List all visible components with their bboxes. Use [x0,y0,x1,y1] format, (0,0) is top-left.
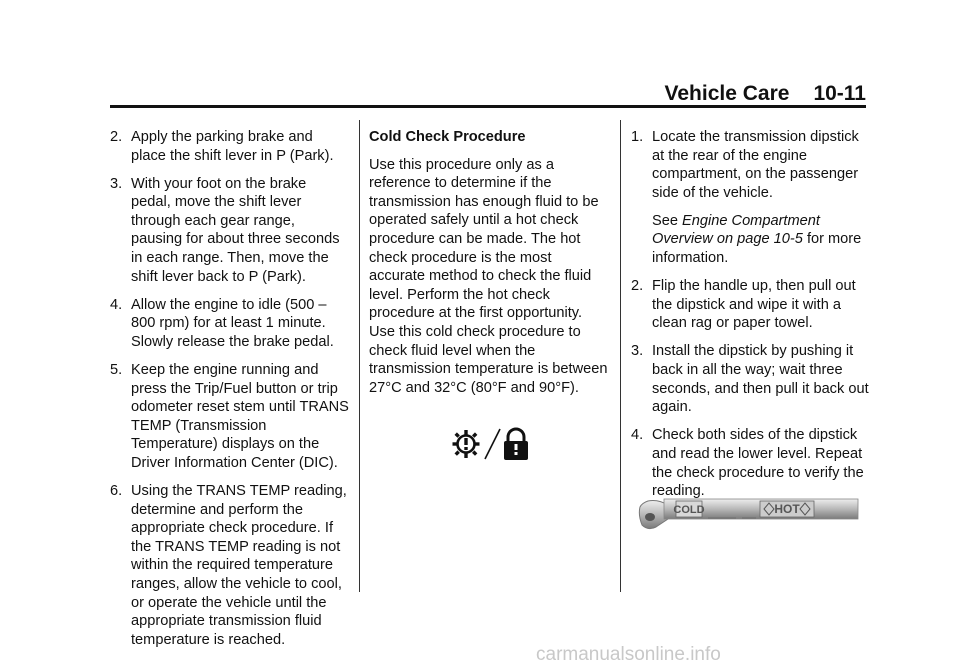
hot-label: HOT [774,502,800,516]
cold-label: COLD [673,504,705,516]
section-heading: Cold Check Procedure [369,129,526,145]
list-item: 1. Locate the transmission dipstick at the rear of the engine compartment, on the passenger side of the vehicle. [631,129,859,201]
section-title: Vehicle Care [664,82,790,105]
column-2 [369,128,609,397]
list-item: 2. Apply the parking brake and place the shift lever in P (Park). [110,129,334,164]
list-item: 4. Check both sides of the dipstick and read the lower level. Repeat the check procedure to verify the reading. [631,427,864,500]
column-1 [110,128,350,659]
list-item: 5. Keep the engine running and press the Trip/Fuel button or trip odometer reset stem until TRANS TEMP (Transmission Temperature) displays on the Driver Information Center (DIC). [110,362,349,471]
body-paragraph: Use this procedure only as a reference to determine if the transmission has enough fluid to be operated safely until a hot check procedure can be made. The hot check procedure is the most accurate method to check the fluid level. Perform the hot check procedure at the first opportunity. Use this cold check procedure to check fluid level when the transmission temperature is between 27°C and 32°C (80°F and 90°F). [369,156,608,396]
steps-list [631,128,871,202]
steps-list [631,277,871,501]
column-3 [631,128,871,510]
column-divider [359,120,360,592]
page-header [665,82,866,106]
list-item: 4. Allow the engine to idle (500 – 800 rpm) for at least 1 minute. Slowly release the brake pedal. [110,296,334,350]
service-lock-symbol [452,427,530,461]
list-item: 2. Flip the handle up, then pull out the dipstick and wipe it with a clean rag or paper towel. [631,278,856,332]
watermark: carmanualsonline.info [536,644,721,665]
see-reference: See Engine Compartment Overview on page 10-5 for more information. [652,212,862,267]
list-item: 3. With your foot on the brake pedal, move the shift lever through each gear range, pausing for about three seconds in each range. Then, move the shift lever back to P (Park). [110,175,340,285]
gear-service-icon [452,427,530,461]
header-rule [110,105,866,108]
lock-icon [504,429,528,460]
page-number: 10-11 [813,82,866,105]
cross-reference-link[interactable]: Engine Compartment Overview on page 10-5 [652,212,820,248]
list-item: 3. Install the dipstick by pushing it back in all the way; wait three seconds, and then pull it back out again. [631,343,869,416]
column-divider [620,120,621,592]
list-item: 6. Using the TRANS TEMP reading, determine and perform the appropriate check procedure. If the TRANS TEMP reading is not within the required temperature ranges, allow the vehicle to cool, or operate the vehicle until the appropriate transmission fluid temperature is reached. [110,483,347,648]
dipstick-illustration [638,493,860,533]
steps-list [110,128,350,649]
